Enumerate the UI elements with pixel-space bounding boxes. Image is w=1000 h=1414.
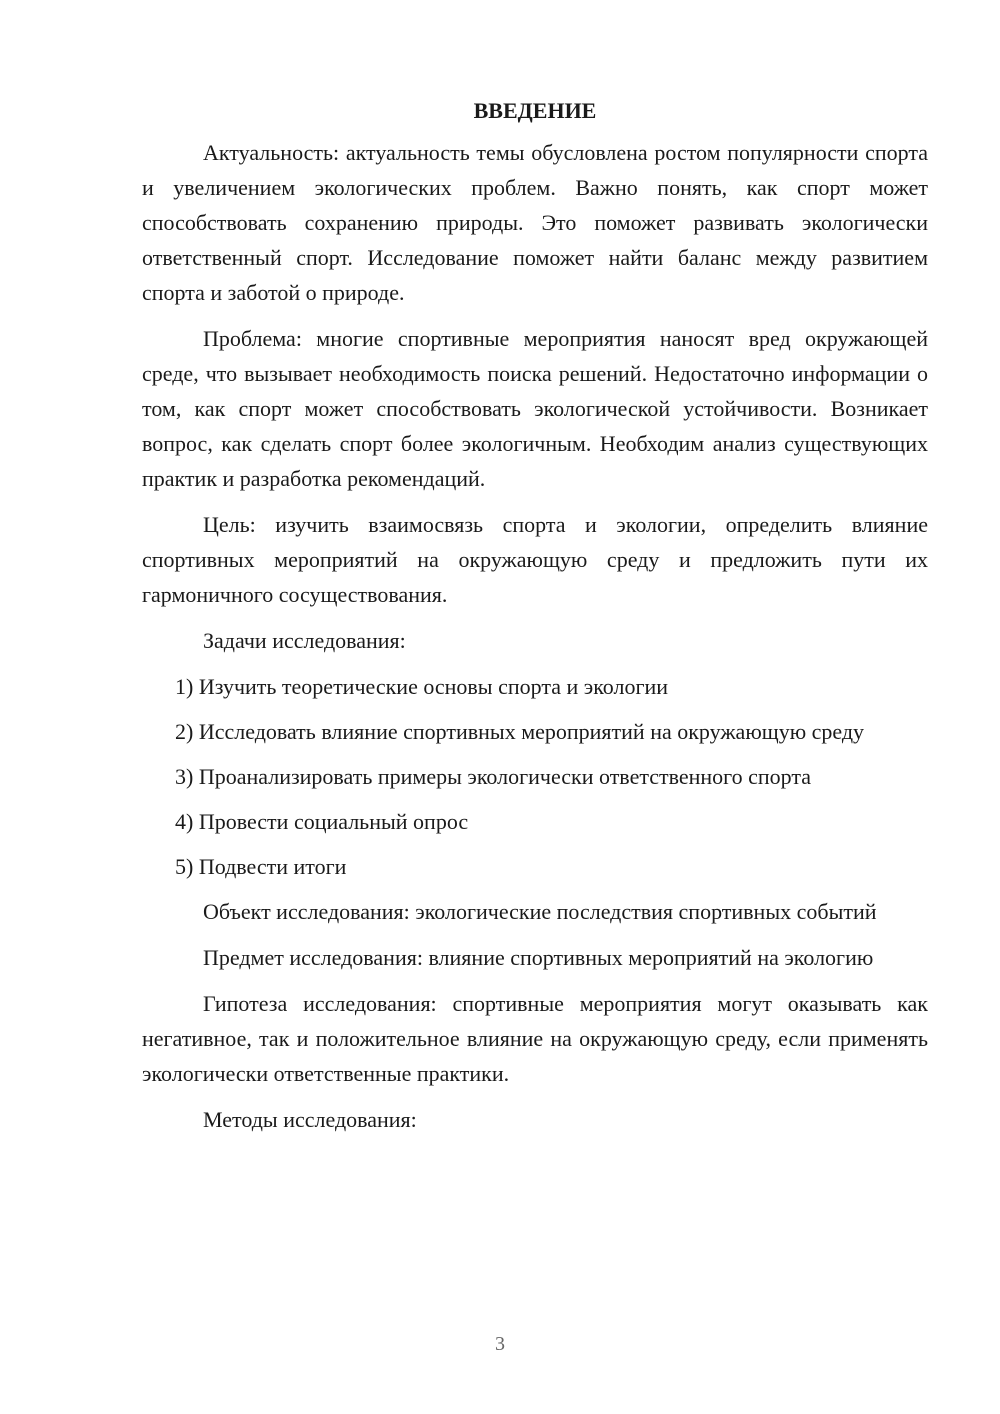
problem-paragraph: Проблема: многие спортивные мероприятия наносят вред окружающей среде, что вызывает необходимость поиска решений. Недостаточно информации о том, как спорт может способствовать экологической устойчивости. Возникает вопрос, как сделать спорт более экологичным. Необходим анализ существующих практик и разработка рекомендаций.: [142, 326, 928, 491]
tasks-heading: Задачи исследования:: [203, 628, 406, 653]
document-page: [142, 96, 928, 1148]
relevance-paragraph: Актуальность: актуальность темы обусловлена ростом популярности спорта и увеличением экологических проблем. Важно понять, как спорт может способствовать сохранению природы. Это поможет развивать экологически ответственный спорт. Исследование поможет найти баланс между развитием спорта и заботой о природе.: [142, 140, 928, 305]
tasks-list: [142, 669, 928, 884]
section-title: ВВЕДЕНИЕ: [473, 98, 597, 123]
subject-paragraph: Предмет исследования: влияние спортивных мероприятий на экологию: [203, 945, 874, 970]
task-item-3: 3) Проанализировать примеры экологически ответственного спорта: [175, 764, 812, 789]
task-item-1: 1) Изучить теоретические основы спорта и экологии: [175, 674, 669, 699]
task-item-5: 5) Подвести итоги: [175, 854, 347, 879]
task-item-4: 4) Провести социальный опрос: [175, 809, 469, 834]
goal-paragraph: Цель: изучить взаимосвязь спорта и экологии, определить влияние спортивных мероприятий на окружающую среду и предложить пути их гармоничного сосуществования.: [142, 512, 928, 607]
hypothesis-paragraph: Гипотеза исследования: спортивные мероприятия могут оказывать как негативное, так и положительное влияние на окружающую среду, если применять экологически ответственные практики.: [142, 991, 928, 1086]
task-item-2: 2) Исследовать влияние спортивных мероприятий на окружающую среду: [175, 719, 865, 744]
page-number: 3: [495, 1333, 505, 1355]
object-paragraph: Объект исследования: экологические последствия спортивных событий: [203, 899, 877, 924]
methods-heading: Методы исследования:: [203, 1107, 417, 1132]
